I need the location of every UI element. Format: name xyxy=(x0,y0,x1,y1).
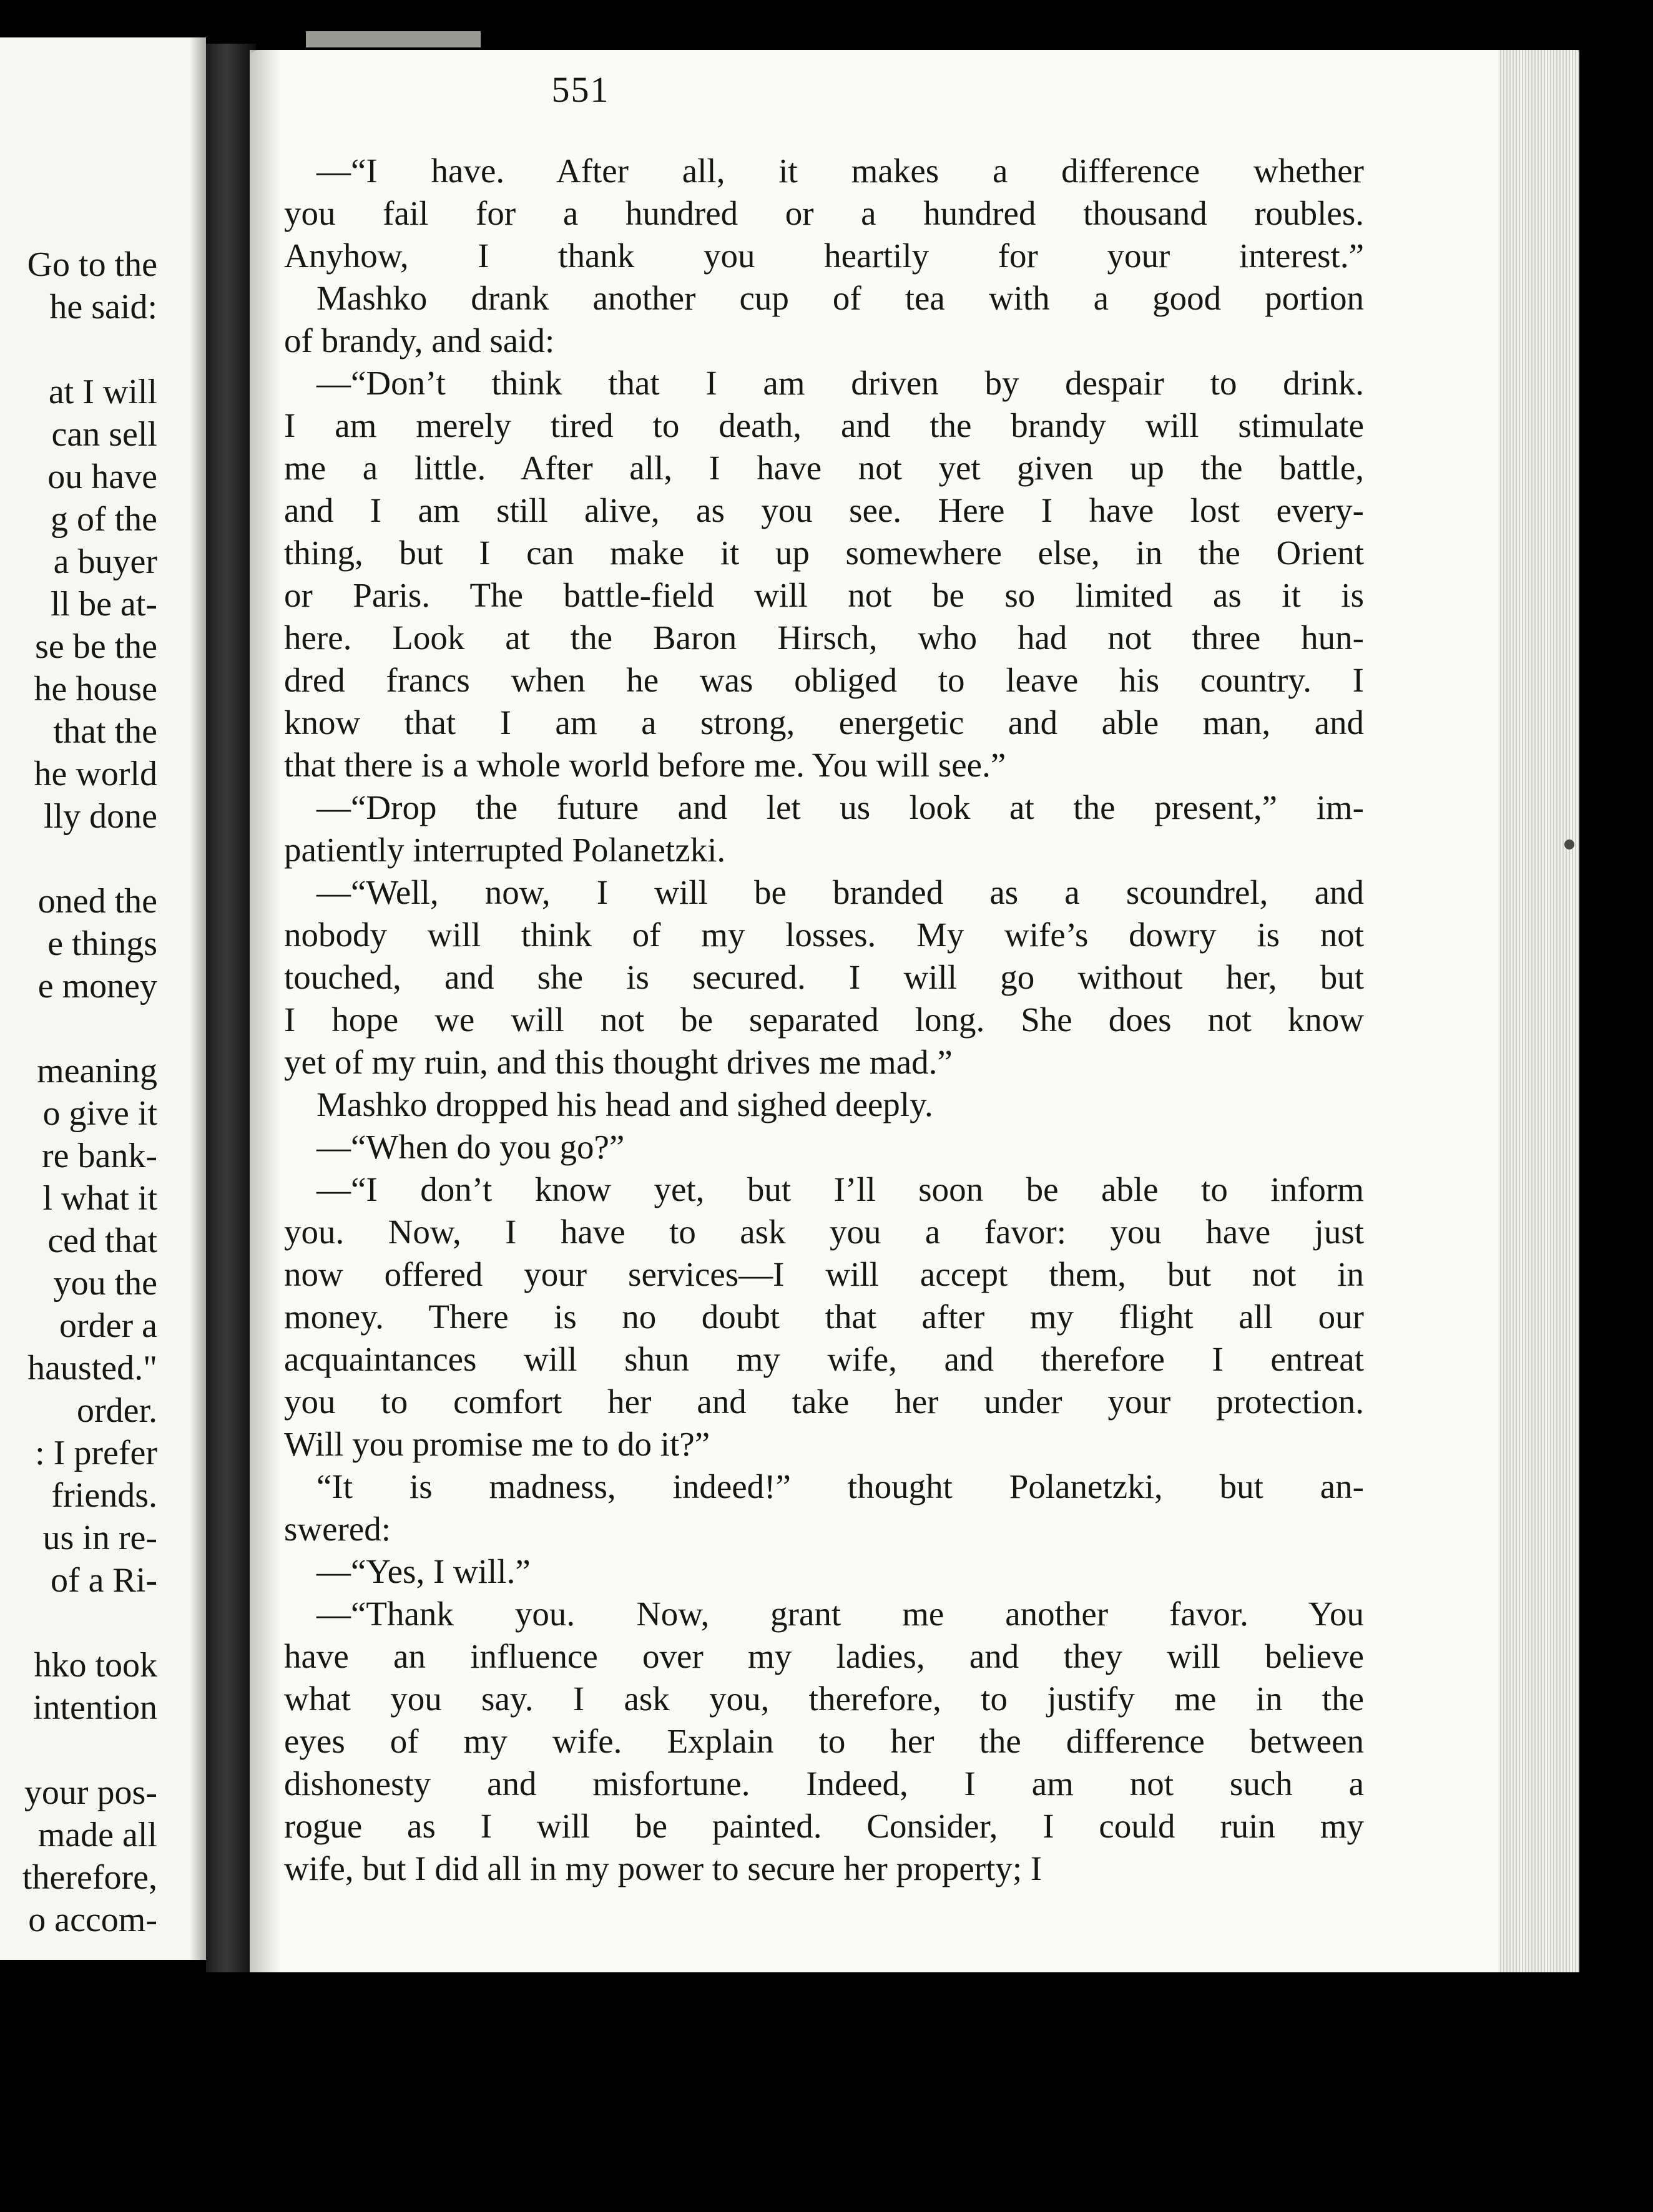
previous-page-line: he world xyxy=(34,755,157,793)
text-line: you. Now, I have to ask you a favor: you have just xyxy=(284,1213,1364,1251)
text-line: —“Yes, I will.” xyxy=(316,1552,531,1590)
previous-page-line: intention xyxy=(32,1688,157,1727)
text-line: know that I am a strong, energetic and able man, and xyxy=(284,703,1364,741)
text-line: —“I don’t know yet, but I’ll soon be able to inform xyxy=(316,1170,1364,1208)
previous-page-line: ced that xyxy=(47,1221,157,1260)
previous-page-text xyxy=(0,37,195,1960)
text-line: —“I have. After all, it makes a difference whether xyxy=(316,152,1364,190)
text-line: yet of my ruin, and this thought drives me mad.” xyxy=(284,1043,953,1081)
book-binding xyxy=(206,44,256,1972)
text-line: have an influence over my ladies, and they will believe xyxy=(284,1637,1364,1675)
previous-page-line: hausted." xyxy=(27,1349,157,1387)
previous-page-line: re bank- xyxy=(41,1137,157,1175)
previous-page-line: : I prefer xyxy=(35,1434,157,1472)
text-line: Mashko drank another cup of tea with a good portion xyxy=(316,279,1364,317)
text-line: —“Thank you. Now, grant me another favor. You xyxy=(316,1595,1364,1633)
previous-page-line: that the xyxy=(53,712,157,751)
previous-page-line: of a Ri- xyxy=(50,1561,157,1600)
previous-page-line: order. xyxy=(76,1391,157,1430)
previous-page-line: meaning xyxy=(37,1052,157,1090)
previous-page-line: a buyer xyxy=(53,542,157,581)
previous-page-line: ll be at- xyxy=(50,585,157,624)
text-line: acquaintances will shun my wife, and therefore I entreat xyxy=(284,1340,1364,1378)
text-line: —“Don’t think that I am driven by despair to drink. xyxy=(316,364,1364,402)
previous-page-line: e things xyxy=(47,924,157,963)
text-line: you fail for a hundred or a hundred thousand roubles. xyxy=(284,194,1364,232)
text-line: touched, and she is secured. I will go without her, but xyxy=(284,958,1364,996)
text-line: —“Drop the future and let us look at the present,” im- xyxy=(316,788,1364,826)
previous-page-line: hko took xyxy=(34,1646,157,1685)
text-line: of brandy, and said: xyxy=(284,321,555,360)
text-line: dred francs when he was obliged to leave his country. I xyxy=(284,661,1364,699)
text-line: me a little. After all, I have not yet given up the battle, xyxy=(284,449,1364,487)
previous-page xyxy=(0,37,206,1960)
previous-page-line: he said: xyxy=(49,288,157,326)
previous-page-line: lly done xyxy=(44,797,157,836)
text-line: —“When do you go?” xyxy=(316,1128,625,1166)
left-gutter-shadow xyxy=(190,37,206,1960)
text-line: Will you promise me to do it?” xyxy=(284,1425,710,1463)
previous-page-line: Go to the xyxy=(27,245,157,284)
page-curve-shadow xyxy=(250,50,281,1972)
previous-page-line: l what it xyxy=(42,1179,157,1218)
text-line: rogue as I will be painted. Consider, I could ruin my xyxy=(284,1807,1364,1845)
text-line: or Paris. The battle-field will not be so limited as it is xyxy=(284,576,1364,614)
previous-page-line: you the xyxy=(53,1264,157,1303)
previous-page-line: he house xyxy=(34,670,157,708)
previous-page-line: e money xyxy=(37,967,157,1006)
text-line: I am merely tired to death, and the brandy will stimulate xyxy=(284,406,1364,444)
page-edges xyxy=(1498,50,1579,1972)
text-line: eyes of my wife. Explain to her the difference between xyxy=(284,1722,1364,1760)
text-line: I hope we will not be separated long. She does not know xyxy=(284,1001,1364,1039)
text-line: you to comfort her and take her under your protection. xyxy=(284,1382,1364,1421)
previous-page-line: ou have xyxy=(47,458,157,496)
previous-page-line: therefore, xyxy=(22,1858,157,1897)
previous-page-line: o give it xyxy=(42,1094,157,1133)
text-line: swered: xyxy=(284,1510,391,1548)
left-page-rule xyxy=(306,31,481,47)
previous-page-line: se be the xyxy=(35,627,157,666)
previous-page-line: your pos- xyxy=(24,1773,157,1812)
previous-page-line: oned the xyxy=(37,882,157,921)
page-number: 551 xyxy=(551,69,610,110)
text-line: now offered your services—I will accept them, but not in xyxy=(284,1255,1364,1293)
text-line: “It is madness, indeed!” thought Polanetzki, but an- xyxy=(316,1467,1364,1505)
ink-spot xyxy=(1564,839,1574,849)
text-line: wife, but I did all in my power to secure her property; I xyxy=(284,1849,1042,1887)
previous-page-line: at I will xyxy=(48,373,157,411)
text-line: money. There is no doubt that after my flight all our xyxy=(284,1298,1364,1336)
text-line: that there is a whole world before me. You will see.” xyxy=(284,746,1006,784)
text-line: nobody will think of my losses. My wife’s dowry is not xyxy=(284,916,1364,954)
text-line: Anyhow, I thank you heartily for your interest.” xyxy=(284,237,1364,275)
previous-page-line: g of the xyxy=(50,500,157,539)
previous-page-line: us in re- xyxy=(42,1519,157,1557)
text-line: what you say. I ask you, therefore, to justify me in the xyxy=(284,1680,1364,1718)
text-line: thing, but I can make it up somewhere else, in the Orient xyxy=(284,534,1364,572)
previous-page-line: friends. xyxy=(51,1476,157,1515)
previous-page-line: order a xyxy=(59,1306,157,1345)
text-line: —“Well, now, I will be branded as a scoundrel, and xyxy=(316,873,1364,911)
text-line: here. Look at the Baron Hirsch, who had not three hun- xyxy=(284,619,1364,657)
body-text xyxy=(284,150,1364,1954)
text-line: dishonesty and misfortune. Indeed, I am not such a xyxy=(284,1764,1364,1803)
previous-page-line: o accom- xyxy=(28,1901,157,1939)
text-line: patiently interrupted Polanetzki. xyxy=(284,831,726,869)
previous-page-line: can sell xyxy=(51,415,157,454)
text-line: Mashko dropped his head and sighed deeply. xyxy=(316,1085,933,1123)
previous-page-line: made all xyxy=(37,1816,157,1854)
text-line: and I am still alive, as you see. Here I have lost every- xyxy=(284,491,1364,529)
